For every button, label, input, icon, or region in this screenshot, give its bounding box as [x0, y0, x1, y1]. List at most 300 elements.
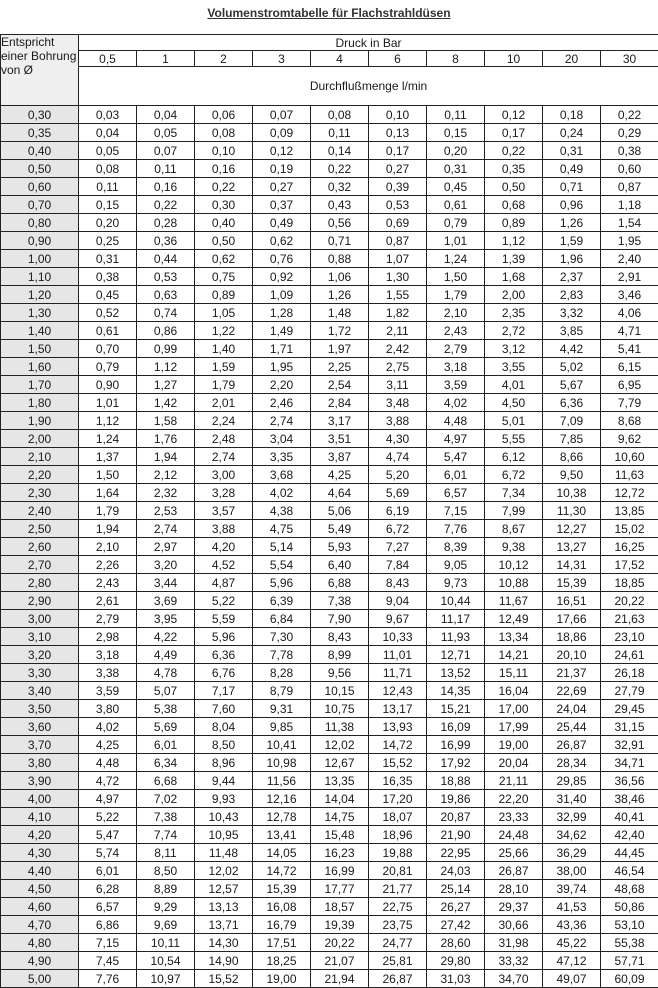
- flow-value-cell: 10,12: [485, 556, 543, 574]
- flow-value-cell: 2,01: [195, 394, 253, 412]
- flow-value-cell: 7,84: [369, 556, 427, 574]
- flow-value-cell: 22,69: [543, 682, 601, 700]
- flow-value-cell: 4,30: [369, 430, 427, 448]
- flow-value-cell: 11,56: [253, 772, 311, 790]
- table-row: [1, 358, 658, 376]
- flow-value-cell: 48,68: [601, 880, 658, 898]
- flow-value-cell: 2,79: [79, 610, 137, 628]
- flow-value-cell: 1,40: [195, 340, 253, 358]
- flow-value-cell: 14,30: [195, 934, 253, 952]
- flow-value-cell: 6,88: [311, 574, 369, 592]
- flow-value-cell: 17,20: [369, 790, 427, 808]
- flow-value-cell: 22,75: [369, 898, 427, 916]
- flow-value-cell: 0,88: [311, 250, 369, 268]
- table-row: [1, 124, 658, 142]
- bore-diameter-cell: 1,40: [1, 322, 79, 340]
- flow-value-cell: 1,30: [369, 268, 427, 286]
- flow-value-cell: 7,74: [137, 826, 195, 844]
- flow-value-cell: 10,98: [253, 754, 311, 772]
- flow-value-cell: 9,50: [543, 466, 601, 484]
- table-row: [1, 502, 658, 520]
- flow-value-cell: 14,21: [485, 646, 543, 664]
- flow-value-cell: 13,13: [195, 898, 253, 916]
- bore-diameter-cell: 0,70: [1, 196, 79, 214]
- bore-diameter-cell: 4,90: [1, 952, 79, 970]
- flow-value-cell: 0,13: [369, 124, 427, 142]
- flow-value-cell: 49,07: [543, 970, 601, 988]
- table-row: [1, 232, 658, 250]
- flow-value-cell: 3,80: [79, 700, 137, 718]
- bore-diameter-cell: 0,40: [1, 142, 79, 160]
- flow-value-cell: 0,63: [137, 286, 195, 304]
- flow-value-cell: 15,39: [543, 574, 601, 592]
- table-row: [1, 448, 658, 466]
- flow-value-cell: 12,43: [369, 682, 427, 700]
- flow-value-cell: 39,74: [543, 880, 601, 898]
- flow-value-cell: 12,49: [485, 610, 543, 628]
- flow-value-cell: 8,67: [485, 520, 543, 538]
- flow-value-cell: 0,50: [485, 178, 543, 196]
- flow-value-cell: 1,95: [253, 358, 311, 376]
- flow-value-cell: 0,20: [427, 142, 485, 160]
- flow-value-cell: 6,01: [427, 466, 485, 484]
- flow-value-cell: 14,35: [427, 682, 485, 700]
- flow-value-cell: 0,52: [79, 304, 137, 322]
- flow-value-cell: 5,59: [195, 610, 253, 628]
- flow-value-cell: 1,09: [253, 286, 311, 304]
- bore-diameter-cell: 2,80: [1, 574, 79, 592]
- flow-value-cell: 6,19: [369, 502, 427, 520]
- flow-value-cell: 21,11: [485, 772, 543, 790]
- table-row: [1, 592, 658, 610]
- flow-value-cell: 0,40: [195, 214, 253, 232]
- flow-value-cell: 1,22: [195, 322, 253, 340]
- table-row: [1, 880, 658, 898]
- flow-value-cell: 15,11: [485, 664, 543, 682]
- flow-value-cell: 0,07: [253, 106, 311, 124]
- flow-value-cell: 0,05: [137, 124, 195, 142]
- flow-value-cell: 12,16: [253, 790, 311, 808]
- flow-value-cell: 25,14: [427, 880, 485, 898]
- table-row: [1, 916, 658, 934]
- flow-value-cell: 0,99: [137, 340, 195, 358]
- flow-value-cell: 26,87: [485, 862, 543, 880]
- bore-diameter-cell: 1,50: [1, 340, 79, 358]
- flow-value-cell: 0,28: [137, 214, 195, 232]
- flow-value-cell: 4,72: [79, 772, 137, 790]
- flow-value-cell: 1,68: [485, 268, 543, 286]
- flow-value-cell: 4,48: [79, 754, 137, 772]
- flow-value-cell: 1,27: [137, 376, 195, 394]
- bore-diameter-cell: 1,90: [1, 412, 79, 430]
- flow-value-cell: 9,56: [311, 664, 369, 682]
- bore-diameter-cell: 1,70: [1, 376, 79, 394]
- flow-value-cell: 41,53: [543, 898, 601, 916]
- flow-value-cell: 2,20: [253, 376, 311, 394]
- bore-diameter-cell: 3,70: [1, 736, 79, 754]
- flow-value-cell: 21,77: [369, 880, 427, 898]
- table-body: [1, 106, 658, 988]
- flow-value-cell: 0,43: [311, 196, 369, 214]
- flow-value-cell: 6,72: [485, 466, 543, 484]
- flow-value-cell: 57,71: [601, 952, 658, 970]
- flow-value-cell: 0,38: [79, 268, 137, 286]
- flow-value-cell: 9,62: [601, 430, 658, 448]
- table-row: [1, 844, 658, 862]
- pressure-cell: 20: [543, 51, 601, 67]
- bore-diameter-cell: 4,30: [1, 844, 79, 862]
- table-row: [1, 106, 658, 124]
- table-row: [1, 952, 658, 970]
- flow-value-cell: 7,15: [79, 934, 137, 952]
- bore-diameter-cell: 2,00: [1, 430, 79, 448]
- flow-value-cell: 1,12: [137, 358, 195, 376]
- flow-value-cell: 20,10: [543, 646, 601, 664]
- flow-value-cell: 5,22: [195, 592, 253, 610]
- pressure-cell: 6: [369, 51, 427, 67]
- flow-value-cell: 12,67: [311, 754, 369, 772]
- flow-value-cell: 13,93: [369, 718, 427, 736]
- flow-value-cell: 5,14: [253, 538, 311, 556]
- flow-value-cell: 42,40: [601, 826, 658, 844]
- flow-value-cell: 20,87: [427, 808, 485, 826]
- flow-value-cell: 17,66: [543, 610, 601, 628]
- flow-value-cell: 3,68: [253, 466, 311, 484]
- flow-value-cell: 4,50: [485, 394, 543, 412]
- flow-value-cell: 9,85: [253, 718, 311, 736]
- flow-value-cell: 4,48: [427, 412, 485, 430]
- flow-value-cell: 6,86: [79, 916, 137, 934]
- flow-value-cell: 6,72: [369, 520, 427, 538]
- flow-value-cell: 23,10: [601, 628, 658, 646]
- bore-diameter-cell: 0,30: [1, 106, 79, 124]
- flow-value-cell: 0,27: [253, 178, 311, 196]
- flow-value-cell: 24,48: [485, 826, 543, 844]
- flow-value-cell: 2,46: [253, 394, 311, 412]
- table-row: [1, 754, 658, 772]
- flow-value-cell: 4,02: [79, 718, 137, 736]
- pressure-cell: 0,5: [79, 51, 137, 67]
- flow-value-cell: 2,37: [543, 268, 601, 286]
- flow-value-cell: 10,43: [195, 808, 253, 826]
- flow-value-cell: 14,90: [195, 952, 253, 970]
- flow-value-cell: 16,23: [311, 844, 369, 862]
- flow-value-cell: 24,61: [601, 646, 658, 664]
- flow-value-cell: 6,57: [79, 898, 137, 916]
- flow-value-cell: 1,95: [601, 232, 658, 250]
- bore-diameter-cell: 1,10: [1, 268, 79, 286]
- flow-value-cell: 2,74: [195, 448, 253, 466]
- pressure-cell: 10: [485, 51, 543, 67]
- flow-value-cell: 10,54: [137, 952, 195, 970]
- flow-value-cell: 24,77: [369, 934, 427, 952]
- bore-diameter-cell: 3,10: [1, 628, 79, 646]
- flow-value-cell: 9,04: [369, 592, 427, 610]
- flow-value-cell: 27,42: [427, 916, 485, 934]
- flow-value-cell: 17,00: [485, 700, 543, 718]
- flow-value-cell: 7,45: [79, 952, 137, 970]
- flow-value-cell: 1,07: [369, 250, 427, 268]
- flow-value-cell: 6,76: [195, 664, 253, 682]
- flow-value-cell: 0,49: [253, 214, 311, 232]
- flow-value-cell: 1,37: [79, 448, 137, 466]
- flow-value-cell: 6,39: [253, 592, 311, 610]
- flow-value-cell: 18,57: [311, 898, 369, 916]
- flow-value-cell: 4,49: [137, 646, 195, 664]
- flow-value-cell: 14,05: [253, 844, 311, 862]
- flow-value-cell: 21,07: [311, 952, 369, 970]
- flow-value-cell: 14,72: [369, 736, 427, 754]
- flow-value-cell: 1,39: [485, 250, 543, 268]
- flow-value-cell: 2,75: [369, 358, 427, 376]
- flow-value-cell: 0,17: [369, 142, 427, 160]
- flow-header: Durchflußmenge l/min: [79, 67, 658, 106]
- flow-value-cell: 4,25: [311, 466, 369, 484]
- bore-diameter-cell: 4,50: [1, 880, 79, 898]
- flow-value-cell: 20,81: [369, 862, 427, 880]
- flow-value-cell: 1,72: [311, 322, 369, 340]
- flow-value-cell: 7,02: [137, 790, 195, 808]
- flow-value-cell: 31,40: [543, 790, 601, 808]
- flow-value-cell: 2,12: [137, 466, 195, 484]
- flow-value-cell: 1,97: [311, 340, 369, 358]
- flow-value-cell: 12,02: [311, 736, 369, 754]
- bore-diameter-cell: 4,20: [1, 826, 79, 844]
- flow-value-cell: 6,40: [311, 556, 369, 574]
- bore-diameter-cell: 2,70: [1, 556, 79, 574]
- table-row: [1, 610, 658, 628]
- flow-value-cell: 13,41: [253, 826, 311, 844]
- flow-value-cell: 0,10: [195, 142, 253, 160]
- flow-value-cell: 17,92: [427, 754, 485, 772]
- flow-value-cell: 8,43: [311, 628, 369, 646]
- flow-value-cell: 0,04: [137, 106, 195, 124]
- flow-value-cell: 0,50: [195, 232, 253, 250]
- flow-value-cell: 16,08: [253, 898, 311, 916]
- flow-value-cell: 14,31: [543, 556, 601, 574]
- flow-value-cell: 0,45: [79, 286, 137, 304]
- flow-value-cell: 18,25: [253, 952, 311, 970]
- flow-value-cell: 2,74: [137, 520, 195, 538]
- flow-value-cell: 0,20: [79, 214, 137, 232]
- flow-value-cell: 4,71: [601, 322, 658, 340]
- flow-value-cell: 1,55: [369, 286, 427, 304]
- flow-value-cell: 1,28: [253, 304, 311, 322]
- flow-value-cell: 12,57: [195, 880, 253, 898]
- flow-value-cell: 11,30: [543, 502, 601, 520]
- flow-value-cell: 27,79: [601, 682, 658, 700]
- flow-value-cell: 18,88: [427, 772, 485, 790]
- flow-value-cell: 10,33: [369, 628, 427, 646]
- flow-value-cell: 1,48: [311, 304, 369, 322]
- flow-value-cell: 7,76: [427, 520, 485, 538]
- flow-value-cell: 3,51: [311, 430, 369, 448]
- flow-value-cell: 4,02: [427, 394, 485, 412]
- flow-value-cell: 8,66: [543, 448, 601, 466]
- flow-value-cell: 21,90: [427, 826, 485, 844]
- flow-value-cell: 0,56: [311, 214, 369, 232]
- flow-value-cell: 0,71: [311, 232, 369, 250]
- flow-value-cell: 2,35: [485, 304, 543, 322]
- table-row: [1, 304, 658, 322]
- page-title: Volumenstromtabelle für Flachstrahldüsen: [0, 6, 658, 20]
- flow-value-cell: 1,94: [137, 448, 195, 466]
- flow-value-cell: 9,69: [137, 916, 195, 934]
- table-row: [1, 340, 658, 358]
- flow-value-cell: 28,60: [427, 934, 485, 952]
- flow-value-cell: 2,74: [253, 412, 311, 430]
- flow-value-cell: 16,99: [311, 862, 369, 880]
- flow-value-cell: 8,43: [369, 574, 427, 592]
- bore-diameter-cell: 4,00: [1, 790, 79, 808]
- flow-value-cell: 6,36: [543, 394, 601, 412]
- bore-diameter-cell: 4,40: [1, 862, 79, 880]
- table-row: [1, 736, 658, 754]
- flow-value-cell: 0,70: [79, 340, 137, 358]
- table-row: [1, 862, 658, 880]
- flow-value-cell: 33,32: [485, 952, 543, 970]
- flow-value-cell: 0,08: [79, 160, 137, 178]
- flow-value-cell: 0,53: [369, 196, 427, 214]
- flow-value-cell: 11,48: [195, 844, 253, 862]
- pressure-cell: 2: [195, 51, 253, 67]
- pressure-values-row: [1, 51, 658, 67]
- flow-value-cell: 6,28: [79, 880, 137, 898]
- flow-value-cell: 0,08: [311, 106, 369, 124]
- flow-value-cell: 1,50: [79, 466, 137, 484]
- table-row: [1, 394, 658, 412]
- flow-value-cell: 15,52: [195, 970, 253, 988]
- flow-value-cell: 11,71: [369, 664, 427, 682]
- flow-value-cell: 14,75: [311, 808, 369, 826]
- table-row: [1, 934, 658, 952]
- flow-value-cell: 3,18: [427, 358, 485, 376]
- flow-value-cell: 2,43: [427, 322, 485, 340]
- flow-value-cell: 7,30: [253, 628, 311, 646]
- flow-value-cell: 11,67: [485, 592, 543, 610]
- table-row: [1, 142, 658, 160]
- flow-value-cell: 16,99: [427, 736, 485, 754]
- flow-value-cell: 20,22: [601, 592, 658, 610]
- flow-value-cell: 0,68: [485, 196, 543, 214]
- flow-value-cell: 19,39: [311, 916, 369, 934]
- flow-value-cell: 43,36: [543, 916, 601, 934]
- flow-value-cell: 0,22: [601, 106, 658, 124]
- flow-value-cell: 1,49: [253, 322, 311, 340]
- bore-diameter-cell: 3,50: [1, 700, 79, 718]
- flow-value-cell: 0,24: [543, 124, 601, 142]
- flow-value-cell: 16,04: [485, 682, 543, 700]
- flow-value-cell: 2,48: [195, 430, 253, 448]
- flow-value-cell: 0,11: [427, 106, 485, 124]
- flow-value-cell: 3,57: [195, 502, 253, 520]
- flow-value-cell: 3,17: [311, 412, 369, 430]
- flow-value-cell: 29,85: [543, 772, 601, 790]
- flow-value-cell: 32,91: [601, 736, 658, 754]
- flow-value-cell: 7,85: [543, 430, 601, 448]
- flow-value-cell: 1,24: [79, 430, 137, 448]
- flow-value-cell: 3,20: [137, 556, 195, 574]
- flow-value-cell: 3,85: [543, 322, 601, 340]
- flow-value-cell: 3,12: [485, 340, 543, 358]
- flow-value-cell: 10,97: [137, 970, 195, 988]
- flow-value-cell: 1,42: [137, 394, 195, 412]
- flow-value-cell: 6,34: [137, 754, 195, 772]
- flow-value-cell: 2,61: [79, 592, 137, 610]
- flow-value-cell: 18,86: [543, 628, 601, 646]
- table-row: [1, 412, 658, 430]
- flow-value-cell: 13,71: [195, 916, 253, 934]
- flow-value-cell: 31,03: [427, 970, 485, 988]
- flow-value-cell: 3,38: [79, 664, 137, 682]
- flow-value-cell: 12,27: [543, 520, 601, 538]
- flow-value-cell: 20,22: [311, 934, 369, 952]
- flow-value-cell: 0,89: [485, 214, 543, 232]
- flow-value-cell: 3,28: [195, 484, 253, 502]
- flow-value-cell: 9,67: [369, 610, 427, 628]
- table-row: [1, 376, 658, 394]
- flow-value-cell: 0,49: [543, 160, 601, 178]
- flow-value-cell: 25,44: [543, 718, 601, 736]
- flow-value-cell: 28,10: [485, 880, 543, 898]
- flow-value-cell: 1,50: [427, 268, 485, 286]
- flow-value-cell: 2,00: [485, 286, 543, 304]
- flow-value-cell: 5,55: [485, 430, 543, 448]
- flow-value-cell: 4,64: [311, 484, 369, 502]
- flow-value-cell: 13,85: [601, 502, 658, 520]
- flow-value-cell: 15,02: [601, 520, 658, 538]
- flow-value-cell: 7,60: [195, 700, 253, 718]
- flow-value-cell: 50,86: [601, 898, 658, 916]
- bore-diameter-cell: 0,60: [1, 178, 79, 196]
- bore-diameter-cell: 2,10: [1, 448, 79, 466]
- flow-value-cell: 12,02: [195, 862, 253, 880]
- flow-value-cell: 1,64: [79, 484, 137, 502]
- flow-value-cell: 19,88: [369, 844, 427, 862]
- flow-value-cell: 1,71: [253, 340, 311, 358]
- flow-value-cell: 3,48: [369, 394, 427, 412]
- flow-value-cell: 26,18: [601, 664, 658, 682]
- flow-value-cell: 8,89: [137, 880, 195, 898]
- flow-value-cell: 2,25: [311, 358, 369, 376]
- flow-value-cell: 1,54: [601, 214, 658, 232]
- flow-value-cell: 11,38: [311, 718, 369, 736]
- flow-value-cell: 24,03: [427, 862, 485, 880]
- flow-value-cell: 5,02: [543, 358, 601, 376]
- table-row: [1, 214, 658, 232]
- table-row: [1, 556, 658, 574]
- flow-value-cell: 8,28: [253, 664, 311, 682]
- table-row: [1, 898, 658, 916]
- table-row: [1, 970, 658, 988]
- flow-value-cell: 1,05: [195, 304, 253, 322]
- flow-value-cell: 0,31: [427, 160, 485, 178]
- table-row: [1, 826, 658, 844]
- flow-value-cell: 7,34: [485, 484, 543, 502]
- flow-value-cell: 5,67: [543, 376, 601, 394]
- bore-diameter-cell: 4,80: [1, 934, 79, 952]
- table-row: [1, 430, 658, 448]
- flow-value-cell: 3,59: [427, 376, 485, 394]
- flow-value-cell: 18,85: [601, 574, 658, 592]
- flow-value-cell: 0,12: [253, 142, 311, 160]
- flow-value-cell: 0,74: [137, 304, 195, 322]
- flow-value-cell: 12,71: [427, 646, 485, 664]
- bore-diameter-cell: 1,00: [1, 250, 79, 268]
- flow-value-cell: 3,00: [195, 466, 253, 484]
- flow-value-cell: 3,88: [195, 520, 253, 538]
- flow-value-cell: 4,02: [253, 484, 311, 502]
